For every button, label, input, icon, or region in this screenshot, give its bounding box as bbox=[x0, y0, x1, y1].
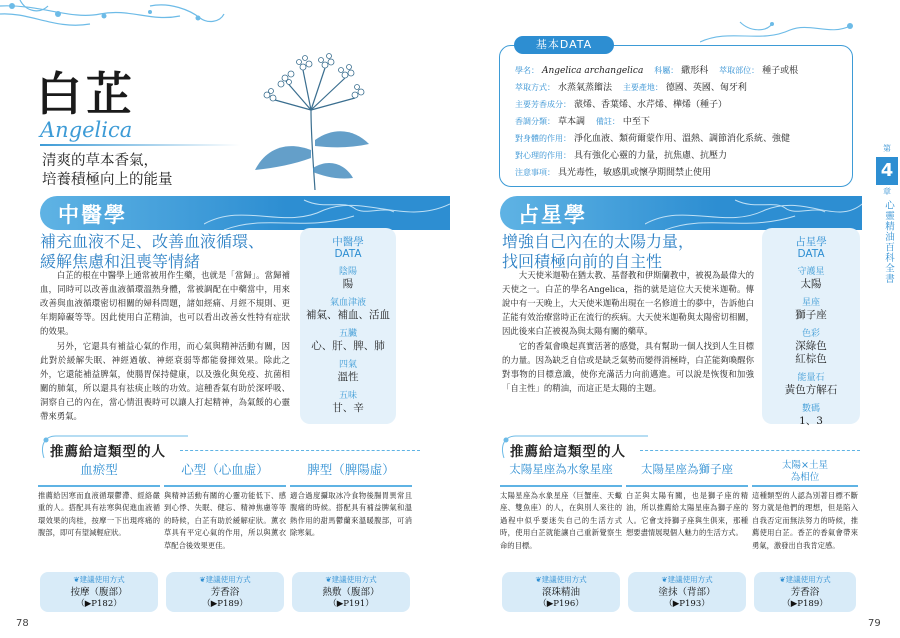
usage-page-ref[interactable]: （▶P182） bbox=[76, 599, 122, 609]
oil-subtitle bbox=[42, 152, 173, 190]
panel-item bbox=[762, 267, 860, 291]
usage-label bbox=[166, 575, 284, 585]
basic-key: 備註： bbox=[595, 117, 620, 126]
panel-item bbox=[300, 329, 396, 353]
astro-banner-title: 占星學 bbox=[518, 202, 587, 227]
panel-value: 心、肝、脾、肺 bbox=[311, 340, 385, 352]
chapter-suffix: 章 bbox=[883, 187, 891, 196]
basic-key: 香調分類： bbox=[515, 117, 555, 126]
basic-value: Angelica archangelica bbox=[542, 66, 644, 76]
usage-box bbox=[628, 572, 746, 612]
basic-key: 科屬： bbox=[654, 66, 679, 75]
basic-key: 注意事項： bbox=[515, 168, 555, 177]
usage-method: 芳香浴 bbox=[790, 587, 820, 598]
usage-label bbox=[628, 575, 746, 585]
astro-banner bbox=[500, 196, 862, 230]
astro-body bbox=[502, 268, 754, 396]
basic-key: 對身體的作用： bbox=[515, 134, 571, 143]
chapter-label: 第 bbox=[883, 144, 891, 153]
body-paragraph: 白芷的根在中醫學上通常被用作生藥，也就是「當歸」。當歸補血，同時可以改善血液循環溫熱身體，常被調配在中藥當中，用來改善與血液循環密切相關的婦科問題，諸如經痛、月經不規則、更年期障礙等等。因此使用白芷精油，也可以看出改善女性特有症狀的效果。 bbox=[40, 270, 290, 336]
basic-value: 水蒸氣蒸餾法 bbox=[558, 83, 613, 93]
basic-key: 學名： bbox=[515, 66, 539, 75]
column-underline bbox=[164, 485, 286, 487]
chapter-title: 心靈精油百科全書 bbox=[883, 200, 894, 284]
panel-label: 守護星 bbox=[797, 267, 825, 277]
body-paragraph: 另外，它還具有補益心氣的作用，而心氣與精神活動有關，因此對於緩解失眠、神經過敏、神經衰弱等都能發揮效果。除此之外，它還能補益脾氣，使腸胃保持健康，以及強化與免疫、抗菌相關的肺氣，所以還具有祛痰止咳的功效。這種香氣有助於深呼吸、洞察自己的內在，當心情沮喪時可以讓人打起精神，為氣餒的心靈帶來勇氣。 bbox=[40, 341, 290, 421]
subtitle-line: 培養積極向上的能量 bbox=[42, 172, 173, 188]
recommend-divider bbox=[640, 450, 860, 451]
recommend-divider bbox=[180, 450, 420, 451]
basic-value: 德國、英國、匈牙利 bbox=[665, 83, 747, 93]
column-text: 白芷與太陽有關，也是獅子座的精油，所以推薦給太陽星座為獅子座的人。它會支持獅子座與生俱來，那種想要盡情展現個人魅力的生活方式。 bbox=[626, 491, 748, 538]
panel-label: 五味 bbox=[338, 391, 357, 401]
panel-item bbox=[762, 373, 860, 397]
usage-page-ref[interactable]: （▶P193） bbox=[664, 599, 710, 609]
panel-value: 黃色方解石 bbox=[784, 384, 838, 396]
recommend-column bbox=[38, 460, 160, 630]
usage-page-ref[interactable]: （▶P189） bbox=[202, 599, 248, 609]
basic-row bbox=[515, 98, 727, 112]
tcm-banner bbox=[40, 196, 450, 230]
panel-value: 陽 bbox=[342, 278, 354, 290]
column-underline bbox=[752, 485, 858, 487]
usage-label-text: 建議使用方式 bbox=[667, 575, 713, 584]
leaf-icon: ❦ bbox=[661, 575, 668, 584]
usage-box bbox=[292, 572, 410, 612]
angelica-plant-illustration bbox=[245, 40, 380, 190]
banner-swirl-icon bbox=[645, 196, 862, 230]
usage-label-text: 建議使用方式 bbox=[79, 575, 125, 584]
headline-line: 增強自己內在的太陽力量， bbox=[502, 232, 695, 251]
latin-name: Angelica bbox=[40, 118, 133, 142]
basic-swirl-decoration bbox=[700, 18, 860, 46]
astro-headline bbox=[502, 232, 762, 272]
leaf-icon: ❦ bbox=[325, 575, 332, 584]
column-text: 這種類型的人認為別著目標不斷努力就是他們的理想，但是陷入自我否定而無法努力的時候，推薦使用白芷。香芷的香氣會帶來勇氣，激發出自我肯定感。 bbox=[752, 491, 858, 550]
panel-label: 氣血津液 bbox=[329, 298, 366, 308]
column-heading bbox=[752, 460, 858, 484]
recommend-column bbox=[626, 460, 748, 630]
column-underline bbox=[290, 485, 412, 487]
basic-key: 萃取方式： bbox=[515, 83, 555, 92]
basic-value: 中至下 bbox=[622, 117, 650, 127]
body-paragraph: 它的香氣會喚起真實活著的感覺，具有幫助一個人找到人生目標的力量。因為缺乏自信或是缺乏氣勢而變得消極時，白芷能夠喚醒你對事物的目標意識，使你充滿活力向前邁進。可以說是恢復和加強「自主性」的精油，而這正是太陽的主題。 bbox=[502, 341, 754, 393]
leaf-icon: ❦ bbox=[779, 575, 786, 584]
page-number: 78 bbox=[16, 618, 29, 629]
tcm-headline bbox=[40, 232, 300, 272]
basic-value: 具有強化心靈的力量，抗焦慮、抗壓力 bbox=[574, 151, 728, 161]
usage-box bbox=[502, 572, 620, 612]
corner-swirl-decoration bbox=[0, 0, 450, 40]
panel-value: 獅子座 bbox=[795, 309, 827, 321]
basic-row bbox=[515, 166, 711, 180]
column-heading: 太陽星座為水象星座 bbox=[509, 462, 613, 476]
usage-label-text: 建議使用方式 bbox=[205, 575, 251, 584]
headline-line: 補充血液不足、改善血液循環、 bbox=[40, 232, 265, 251]
panel-item bbox=[300, 298, 396, 322]
panel-header bbox=[762, 236, 860, 260]
column-underline bbox=[38, 485, 160, 487]
basic-row bbox=[515, 115, 650, 129]
column-text: 適合過度攝取冰冷食物後腸胃異常且腹痛的時候。搭配具有補益脾氣和溫熱作用的甜馬鬱蘭來溫暖腹部，可消除寒氣。 bbox=[290, 491, 412, 538]
tcm-body bbox=[40, 268, 290, 424]
basic-row bbox=[515, 132, 790, 146]
basic-row bbox=[515, 81, 747, 95]
panel-value: 補氣、補血、活血 bbox=[306, 309, 390, 321]
recommend-column bbox=[290, 460, 412, 630]
recommend-title: 推薦給這類型的人 bbox=[510, 444, 626, 460]
column-heading-line: 太陽×土星 bbox=[782, 460, 828, 471]
latin-underline bbox=[40, 144, 240, 146]
recommend-column bbox=[164, 460, 286, 630]
panel-item bbox=[300, 391, 396, 415]
basic-key: 萃取部位： bbox=[719, 66, 760, 75]
body-paragraph: 大天使米迦勒在猶太教、基督教和伊斯蘭教中，被視為最偉大的天使之一。白芷的學名Angelica，指的就是這位大天使米迦勒。傳說中有一天晚上，大天使米迦勒出現在一名修道士的夢中，告訴他白芷能有效治療當時正在流行的疾病。大天使米迦勒與太陽密切相關，因此後來白芷被視為與太陽有關的藥草。 bbox=[502, 270, 754, 336]
basic-value: 蒎烯、香葉烯、水芹烯、樺烯（種子） bbox=[574, 100, 728, 110]
usage-label bbox=[292, 575, 410, 585]
astro-data-panel bbox=[762, 228, 860, 427]
column-heading-sub: 為相位 bbox=[790, 472, 820, 483]
column-heading: 脾型（脾陽虛） bbox=[307, 462, 395, 477]
chapter-number-tab[interactable]: 4 bbox=[876, 157, 898, 185]
basic-value: 草本調 bbox=[558, 117, 586, 127]
column-heading: 血瘀型 bbox=[80, 462, 118, 477]
panel-value: 1、3 bbox=[799, 415, 823, 427]
basic-value: 種子或根 bbox=[762, 66, 799, 76]
panel-label: 數碼 bbox=[801, 404, 820, 414]
panel-label: 陰陽 bbox=[338, 267, 357, 277]
basic-value: 繖形科 bbox=[681, 66, 709, 76]
oil-title: 白芷 bbox=[36, 67, 136, 121]
usage-page-ref[interactable]: （▶P189） bbox=[782, 599, 828, 609]
usage-method: 芳香浴 bbox=[210, 587, 240, 598]
basic-key: 對心理的作用： bbox=[515, 151, 571, 160]
panel-item bbox=[300, 267, 396, 291]
panel-label: 色彩 bbox=[801, 329, 820, 339]
banner-swirl-icon bbox=[204, 196, 450, 230]
column-heading: 心型（心血虛） bbox=[181, 462, 269, 477]
usage-label bbox=[502, 575, 620, 585]
basic-value: 淨化血液、類荷爾蒙作用、溫熱、調節消化系統、強健 bbox=[574, 134, 791, 144]
headline-line: 緩解焦慮和沮喪等情緒 bbox=[40, 252, 201, 271]
recommend-column bbox=[500, 460, 622, 630]
column-text: 太陽星座為水象星座（巨蟹座、天蠍座、雙魚座）的人，在與別人來往的過程中似乎要迷失自己的生活方式時，使用白芷就能讓自己重新覺察生命的目標。 bbox=[500, 491, 622, 550]
usage-method: 塗抹（背部） bbox=[658, 587, 716, 598]
column-underline bbox=[626, 485, 748, 487]
tcm-data-panel bbox=[300, 228, 396, 424]
usage-label-text: 建議使用方式 bbox=[785, 575, 831, 584]
panel-header bbox=[300, 236, 396, 260]
panel-header-line: 占星學 bbox=[795, 236, 827, 248]
leaf-icon: ❦ bbox=[199, 575, 206, 584]
usage-page-ref[interactable]: （▶P196） bbox=[538, 599, 584, 609]
usage-label bbox=[40, 575, 158, 585]
basic-row bbox=[515, 149, 727, 163]
panel-label: 四氣 bbox=[338, 360, 357, 370]
usage-method: 熱敷（腹部） bbox=[322, 587, 380, 598]
column-underline bbox=[500, 485, 622, 487]
panel-label: 能量石 bbox=[797, 373, 825, 383]
basic-value: 具光毒性，敏感肌或懷孕期間禁止使用 bbox=[558, 168, 712, 178]
usage-box bbox=[754, 572, 856, 612]
column-heading: 太陽星座為獅子座 bbox=[641, 462, 733, 476]
basic-data-tag: 基本DATA bbox=[514, 36, 614, 54]
usage-box bbox=[40, 572, 158, 612]
column-text: 推薦給因寒而血液循環鬱滯、經絡嚴重的人。搭配具有祛寒與促進血液循環效果的肉桂，按摩一下出現疼痛的腹部，即可有望減輕症狀。 bbox=[38, 491, 160, 538]
usage-box bbox=[166, 572, 284, 612]
column-text: 與精神活動有關的心靈功能低下、感到心悸、失眠、健忘、精神焦慮等等的時候，白芷有助於緩解症狀。薰衣草具有平定心氣的作用，所以與薰衣草配合後效果更佳。 bbox=[164, 491, 286, 550]
panel-header-line: DATA bbox=[334, 248, 362, 260]
panel-label: 五臟 bbox=[338, 329, 357, 339]
usage-label bbox=[754, 575, 856, 585]
recommend-title: 推薦給這類型的人 bbox=[50, 444, 166, 460]
page-number: 79 bbox=[868, 618, 881, 629]
basic-key: 主要產地： bbox=[622, 83, 663, 92]
basic-row bbox=[515, 64, 798, 78]
usage-page-ref[interactable]: （▶P191） bbox=[328, 599, 374, 609]
panel-item bbox=[762, 329, 860, 366]
tcm-banner-title: 中醫學 bbox=[58, 202, 127, 227]
panel-value: 太陽 bbox=[800, 278, 822, 290]
usage-method: 按摩（腹部） bbox=[70, 587, 128, 598]
leaf-icon: ❦ bbox=[73, 575, 80, 584]
usage-method: 滾珠精油 bbox=[541, 587, 580, 598]
headline-line: 找回積極向前的自主性 bbox=[502, 252, 663, 271]
leaf-icon: ❦ bbox=[535, 575, 542, 584]
usage-label-text: 建議使用方式 bbox=[541, 575, 587, 584]
panel-item bbox=[300, 360, 396, 384]
usage-label-text: 建議使用方式 bbox=[331, 575, 377, 584]
recommend-column bbox=[752, 460, 858, 630]
panel-item bbox=[762, 404, 860, 428]
panel-value: 深綠色 紅棕色 bbox=[795, 340, 827, 365]
panel-item bbox=[762, 298, 860, 322]
panel-header-line: DATA bbox=[797, 248, 825, 260]
panel-value: 溫性 bbox=[337, 371, 359, 383]
panel-value: 甘、辛 bbox=[332, 402, 364, 414]
basic-key: 主要芳香成分： bbox=[515, 100, 571, 109]
panel-header-line: 中醫學 bbox=[332, 236, 364, 248]
panel-label: 星座 bbox=[801, 298, 820, 308]
subtitle-line: 清爽的草本香氣， bbox=[42, 153, 158, 169]
